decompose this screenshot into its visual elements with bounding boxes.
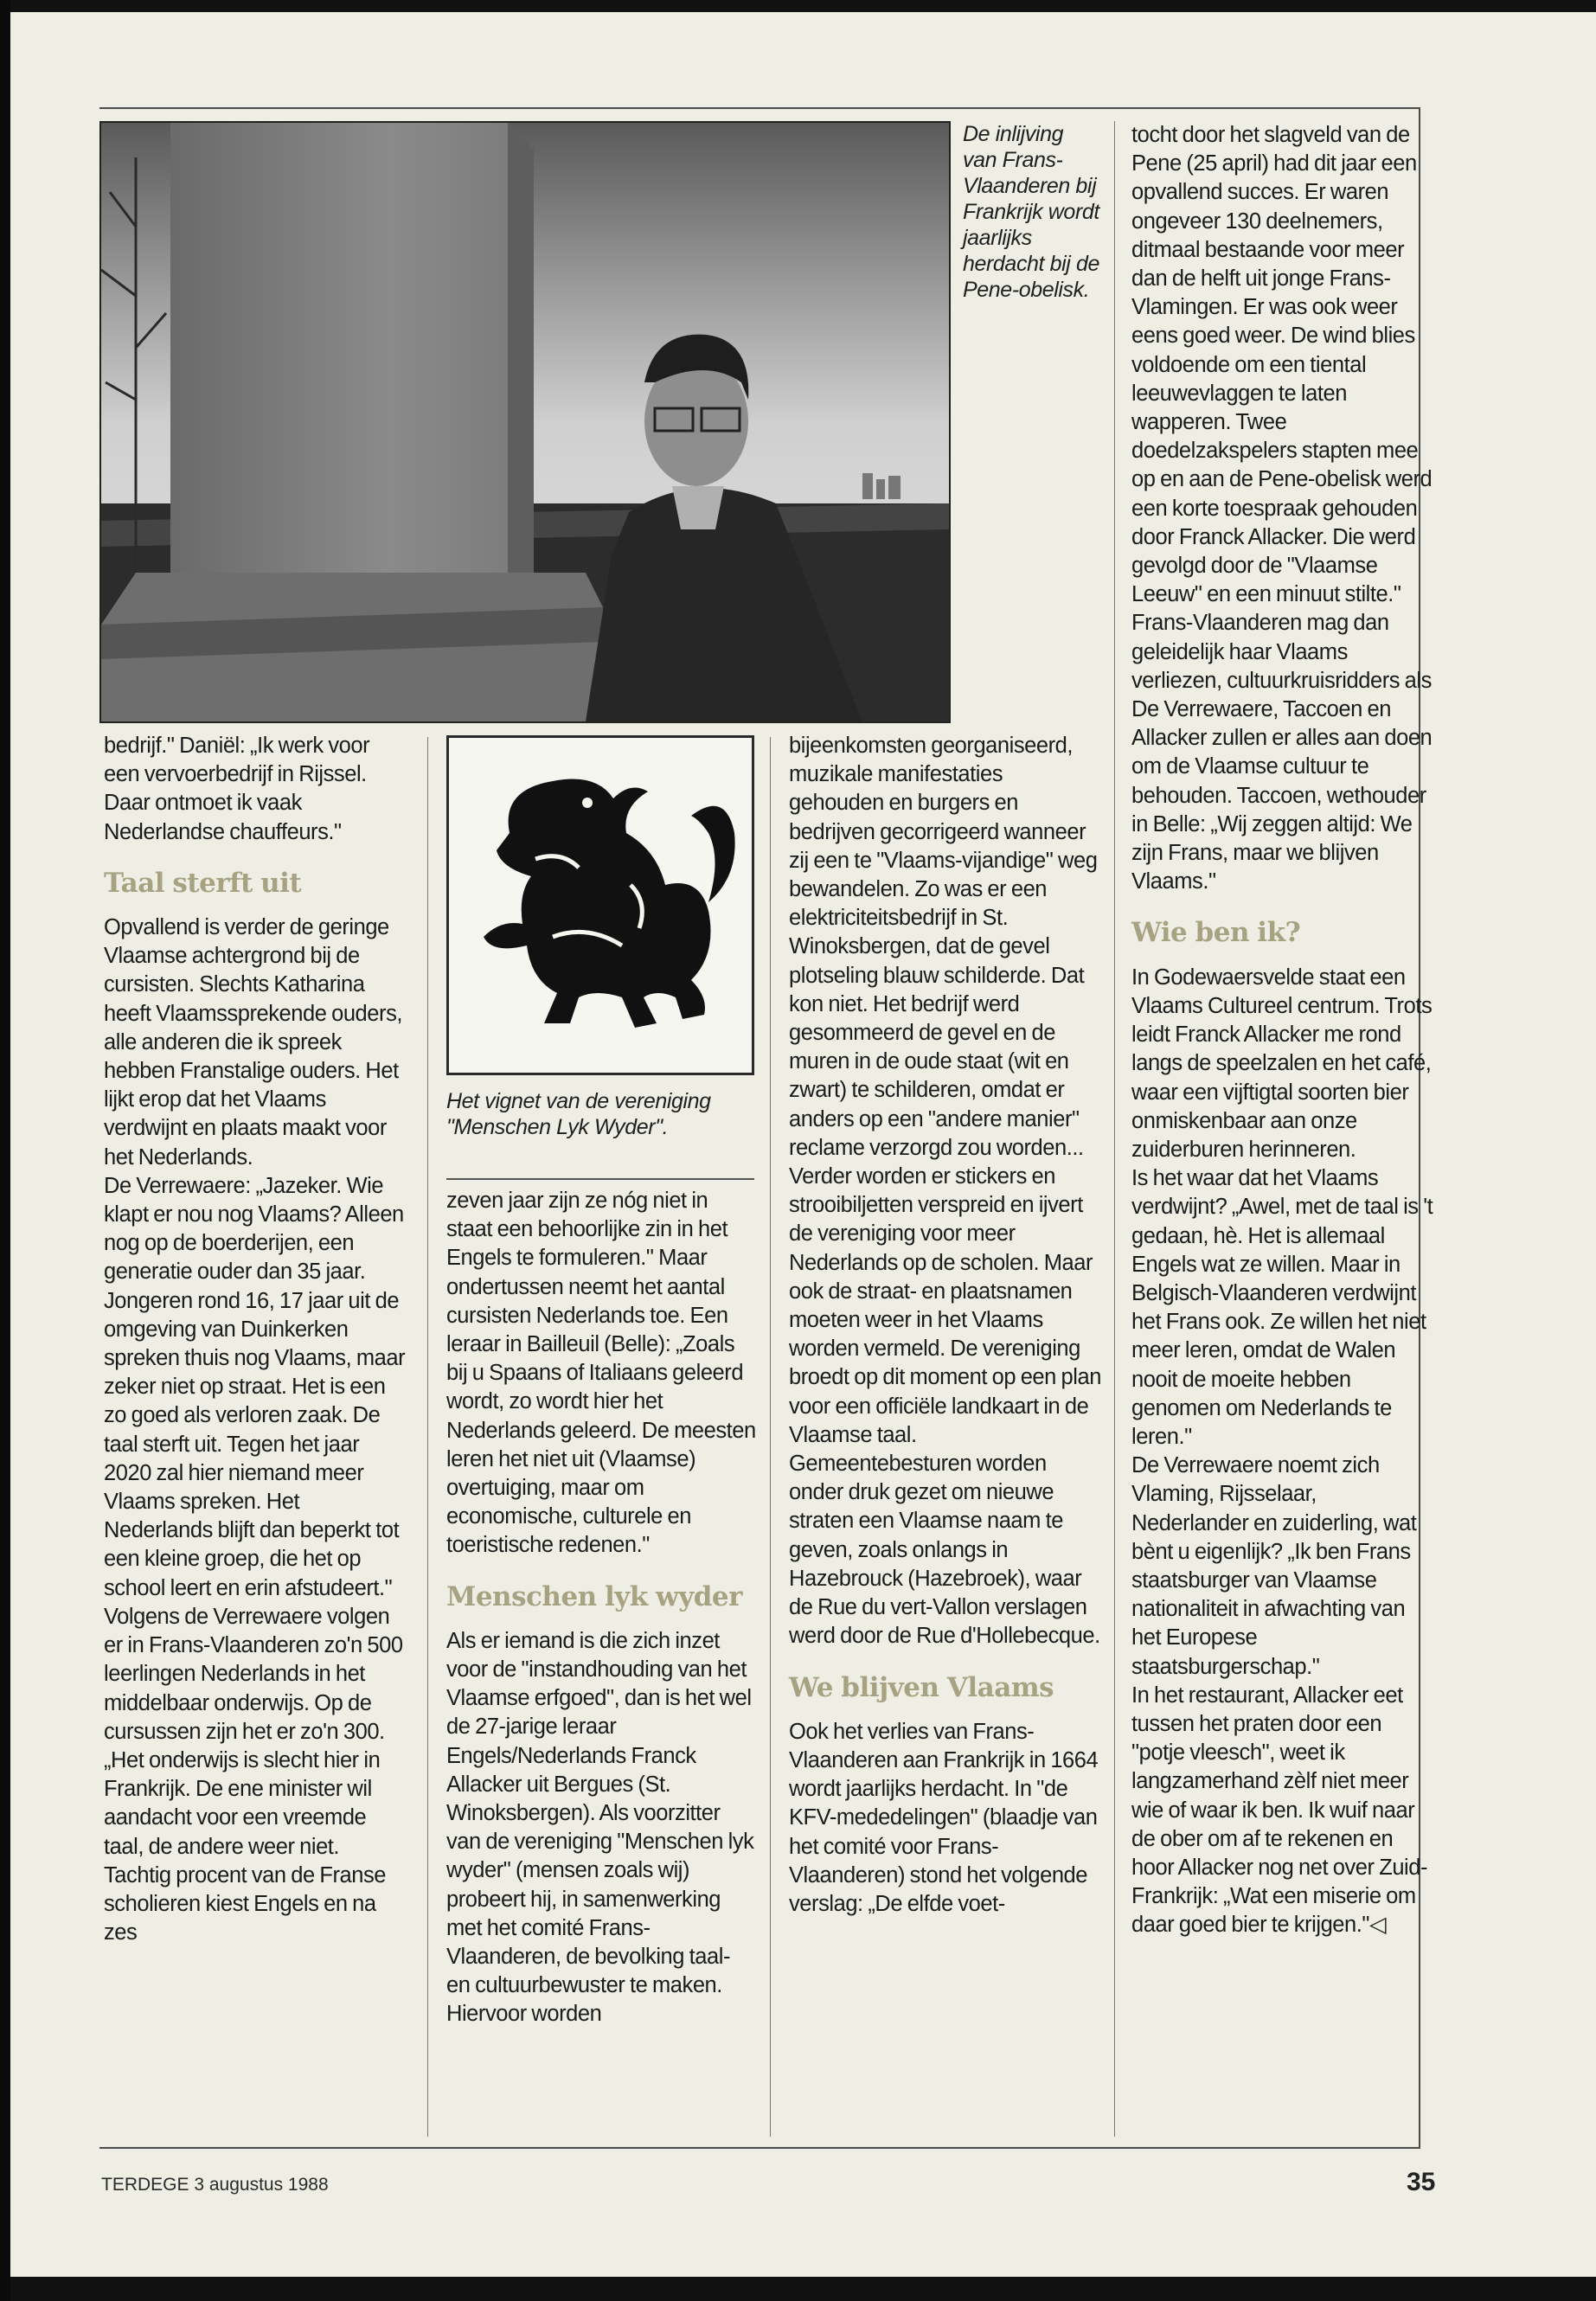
vignet-caption: Het vignet van de vereniging "Menschen Lyk Wyder". — [446, 1089, 711, 1139]
col4-paragraph-3: In Godewaersvelde staat een Vlaams Cultureel centrum. Trots leidt Franck Allacker me rond langs de speelzalen en het café, waar een vijftigtal soorten bier onmiskenbaar aan onze zuiderburen herinneren. — [1131, 965, 1433, 1162]
column-2 — [446, 1187, 758, 2029]
heading-taal-sterft-uit: Taal sterft uit — [104, 867, 302, 899]
page-number: 35 — [1407, 2168, 1436, 2196]
col2-paragraph-2: Als er iemand is die zich inzet voor de "instandhouding van het Vlaamse erfgoed", dan is het wel de 27-jarige leraar Engels/Nederlands Franck Allacker uit Bergues (St. Winoksbergen). Als voorzitter van de vereniging "Menschen lyk wyder" (mensen zoals wij) probeert hij, in samenwerking met het comité Frans-Vlaanderen, de bevolking taal- en cultuurbewuster te maken. Hiervoor worden — [446, 1628, 754, 2027]
column-3 — [789, 732, 1102, 1919]
bottom-rule — [99, 2147, 1420, 2149]
col4-paragraph-4: Is het waar dat het Vlaams verdwijnt? „Awel, met de taal is 't gedaan, hè. Het is allemaal Engels wat ze willen. Maar in Belgisch-Vlaanderen verdwijnt het Frans ook. Ze willen het niet meer leren, omdat de Walen nooit de moeite hebben genomen om Nederlands te leren." — [1131, 1166, 1433, 1449]
heading-menschen-lyk-wyder: Menschen lyk wyder — [446, 1580, 742, 1612]
obelisk-photo — [99, 121, 951, 723]
col3-paragraph-3: Ook het verlies van Frans-Vlaanderen aan Frankrijk in 1664 wordt jaarlijks herdacht. In "de KFV-mededelingen" (blaadje van het comité voor Frans-Vlaanderen) stond het volgende verslag: „De elfde voet- — [789, 1719, 1099, 1916]
heading-wie-ben-ik: Wie ben ik? — [1131, 917, 1301, 949]
top-rule — [99, 107, 1420, 109]
lion-vignet — [446, 735, 754, 1075]
photo-caption: De inlijving van Frans-Vlaanderen bij Frankrijk wordt jaarlijks herdacht bij de Pene-obelisk. — [963, 122, 1100, 302]
col3-paragraph-2: Verder worden er stickers en strooibiljetten verspreid en ijvert de vereniging voor meer Nederlands op de scholen. Maar ook de straat- en plaatsnamen moeten weer in het Vlaams worden vermeld. De vereniging broedt op dit moment op een plan voor een officiële landkaart in de Vlaamse taal. Gemeentebesturen worden onder druk gezet om nieuwe straten een Vlaamse naam te geven, zoals onlangs in Hazebrouck (Hazebroek), waar de Rue du vert-Vallon verslagen werd door de Rue d'Hollebecque. — [789, 1164, 1101, 1649]
column-4 — [1131, 121, 1436, 1940]
heading-we-blijven-vlaams: We blijven Vlaams — [789, 1671, 1054, 1703]
column-divider-2 — [770, 737, 771, 2137]
col4-paragraph-1: tocht door het slagveld van de Pene (25 april) had dit jaar een opvallend succes. Er waren ongeveer 130 deelnemers, ditmaal bestaande voor meer dan de helft uit jonge Frans-Vlamingen. Er was ook weer eens goed weer. De wind blies voldoende om een tiental leeuwevlaggen te laten wapperen. Twee doedelzakspelers stapten mee op en aan de Pene-obelisk werd een korte toespraak gehouden door Franck Allacker. Die werd gevolgd door de "Vlaamse Leeuw" en een minuut stilte." — [1131, 123, 1433, 607]
column-divider-1 — [427, 737, 428, 2137]
col1-paragraph-3: Volgens de Verrewaere volgen er in Frans-Vlaanderen zo'n 500 leerlingen Nederlands in het middelbaar onderwijs. Op de cursussen zijn het er zo'n 300. „Het onderwijs is slecht hier in Frankrijk. De ene minister wil aandacht voor een vreemde taal, de andere weer niet. Tachtig procent van de Franse scholieren kiest Engels en na zes — [104, 1604, 403, 1945]
col4-paragraph-5: De Verrewaere noemt zich Vlaming, Rijsselaar, Nederlander en zuiderling, wat bènt u eigenlijk? „Ik ben Frans staatsburger van Vlaamse nationaliteit in afwachting van het Europese staatsburgerschap." — [1131, 1453, 1417, 1679]
col2-paragraph-1: zeven jaar zijn ze nóg niet in staat een behoorlijke zin in het Engels te formuleren." Maar ondertussen neemt het aantal cursisten Nederlands toe. Een leraar in Bailleuil (Belle): „Zoals bij u Spaans of Italiaans geleerd wordt, zo wordt hier het Nederlands geleerd. De meesten leren het niet uit (Vlaamse) overtuiging, maar om economische, culturele en toeristische redenen." — [446, 1189, 756, 1558]
vignet-caption-rule — [446, 1178, 754, 1180]
col4-paragraph-2: Frans-Vlaanderen mag dan geleidelijk haar Vlaams verliezen, cultuurkruisridders als De Verrewaere, Taccoen en Allacker zullen er alles aan doen om de Vlaamse cultuur te behouden. Taccoen, wethouder in Belle: „Wij zeggen altijd: We zijn Frans, maar we blijven Vlaams." — [1131, 611, 1433, 894]
scan-edge — [0, 0, 10, 2301]
col3-paragraph-1: bijeenkomsten georganiseerd, muzikale manifestaties gehouden en burgers en bedrijven gecorrigeerd wanneer zij een te "Vlaams-vijandige" weg bewandelen. Zo was er een elektriciteitsbedrijf in St. Winoksbergen, dat de gevel plotseling blauw schilderde. Dat kon niet. Het bedrijf werd gesommeerd de gevel en de muren in de oude staat (wit en zwart) te schilderen, omdat er anders op een "andere manier" reclame verzorgd zou worden... — [789, 734, 1098, 1160]
magazine-footer: TERDEGE 3 augustus 1988 — [101, 2175, 329, 2195]
col1-intro: bedrijf." Daniël: „Ik werk voor een vervoerbedrijf in Rijssel. Daar ontmoet ik vaak Nederlandse chauffeurs." — [104, 734, 370, 844]
column-1 — [104, 732, 408, 1947]
column-divider-3 — [1114, 121, 1115, 2137]
col1-paragraph-1: Opvallend is verder de geringe Vlaamse achtergrond bij de cursisten. Slechts Katharina heeft Vlaamssprekende ouders, alle anderen die ik spreek hebben Franstalige ouders. Het lijkt erop dat het Vlaams verdwijnt en plaats maakt voor het Nederlands. — [104, 915, 403, 1170]
col4-paragraph-6: In het restaurant, Allacker eet tussen het praten door een "potje vleesch", weet ik langzamerhand zèlf niet meer wie of waar ik ben. Ik wuif naar de ober om af te rekenen en hoor Allacker nog net over Zuid-Frankrijk: „Wat een miserie om daar goed bier te krijgen."◁ — [1131, 1682, 1428, 1938]
col1-paragraph-2: De Verrewaere: „Jazeker. Wie klapt er nou nog Vlaams? Alleen nog op de boerderijen, een generatie ouder dan 35 jaar. Jongeren rond 16, 17 jaar uit de omgeving van Duinkerken spreken thuis nog Vlaams, maar zeker niet op straat. Het is een zo goed als verloren zaak. De taal sterft uit. Tegen het jaar 2020 zal hier niemand meer Vlaams spreken. Het Nederlands blijft dan beperkt tot een kleine groep, die het op school leert en erin afstudeert." — [104, 1173, 406, 1600]
flemish-lion-icon — [449, 738, 752, 1073]
